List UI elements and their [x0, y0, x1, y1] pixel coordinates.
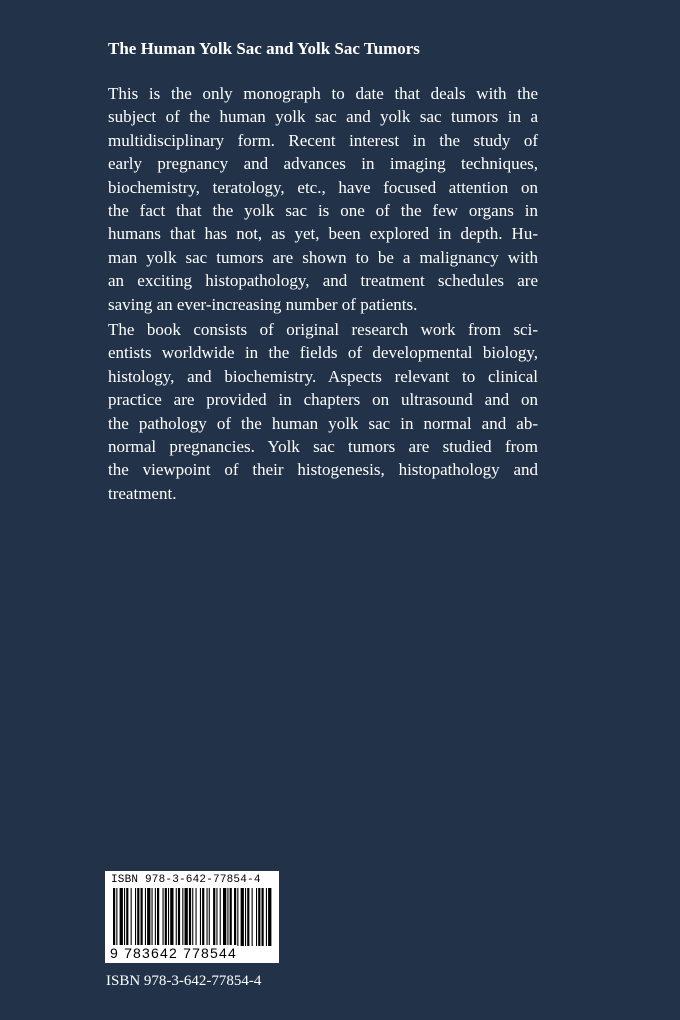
- barcode-bars: [110, 888, 274, 946]
- paragraph-line: entists worldwide in the fields of developmental biology,: [108, 343, 538, 363]
- paragraph-line: treatment.: [108, 483, 177, 503]
- barcode-label: [105, 871, 279, 963]
- paragraph-line: humans that has not, as yet, been explored in depth. Hu-: [108, 224, 538, 244]
- paragraph-line: the viewpoint of their histogenesis, histopathology and: [108, 460, 538, 480]
- paragraph-line: multidisciplinary form. Recent interest in the study of: [108, 130, 538, 150]
- book-title: The Human Yolk Sac and Yolk Sac Tumors: [108, 39, 420, 58]
- barcode-isbn-text: ISBN 978-3-642-77854-4: [111, 874, 261, 886]
- paragraph-line: histology, and biochemistry. Aspects relevant to clinical: [108, 366, 538, 386]
- paragraph-line: early pregnancy and advances in imaging techniques,: [108, 154, 538, 174]
- paragraph-line: saving an ever-increasing number of patients.: [108, 294, 418, 314]
- paragraph-line: subject of the human yolk sac and yolk sac tumors in a: [108, 107, 538, 127]
- paragraph-line: an exciting histopathology, and treatment schedules are: [108, 271, 538, 291]
- description-paragraph-2: [108, 318, 538, 505]
- paragraph-line: biochemistry, teratology, etc., have focused attention on: [108, 177, 538, 197]
- paragraph-line: The book consists of original research work from sci-: [108, 320, 538, 339]
- paragraph-line: the fact that the yolk sac is one of the few organs in: [108, 200, 538, 220]
- paragraph-line: normal pregnancies. Yolk sac tumors are studied from: [108, 436, 538, 456]
- barcode-digits: 9 783642 778544: [110, 945, 237, 961]
- paragraph-line: practice are provided in chapters on ultrasound and on: [108, 390, 538, 410]
- isbn-line: ISBN 978-3-642-77854-4: [106, 973, 262, 989]
- paragraph-line: This is the only monograph to date that deals with the: [108, 84, 538, 103]
- paragraph-line: man yolk sac tumors are shown to be a malignancy with: [108, 247, 538, 267]
- description-paragraph-1: [108, 82, 538, 316]
- paragraph-line: the pathology of the human yolk sac in normal and ab-: [108, 413, 538, 433]
